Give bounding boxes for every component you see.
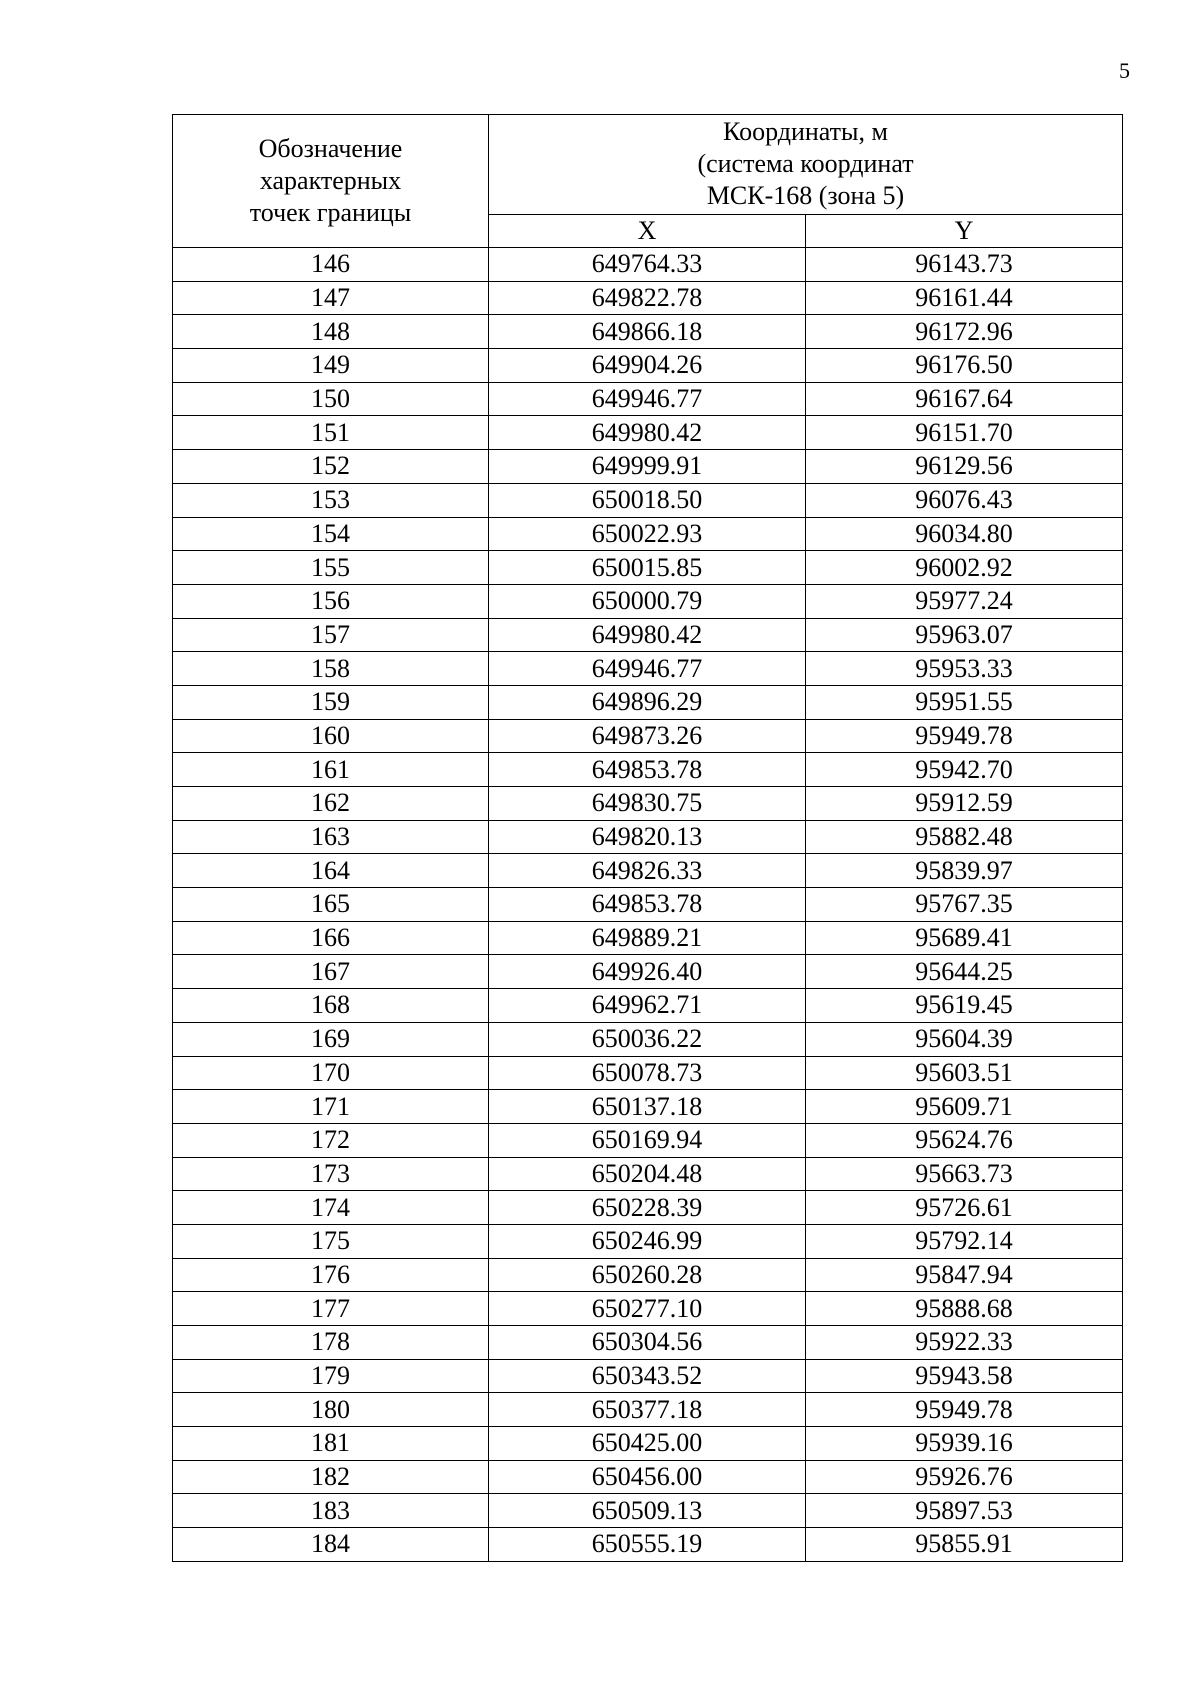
cell-x: 650137.18 <box>489 1090 806 1124</box>
table-row <box>173 753 1123 787</box>
table-header <box>173 115 1123 248</box>
table-row <box>173 517 1123 551</box>
cell-y: 95951.55 <box>806 685 1123 719</box>
cell-y: 95609.71 <box>806 1090 1123 1124</box>
cell-x: 650304.56 <box>489 1326 806 1360</box>
table-row <box>173 1494 1123 1528</box>
cell-y: 95604.39 <box>806 1022 1123 1056</box>
table-row <box>173 1460 1123 1494</box>
header-point-line-3: точек границы <box>249 198 412 227</box>
cell-x: 649999.91 <box>489 450 806 484</box>
cell-y: 95847.94 <box>806 1258 1123 1292</box>
header-point-line-2: характерных <box>259 166 402 195</box>
cell-y: 96161.44 <box>806 281 1123 315</box>
cell-x: 650277.10 <box>489 1292 806 1326</box>
cell-x: 649896.29 <box>489 685 806 719</box>
cell-x: 650228.39 <box>489 1191 806 1225</box>
cell-y: 95619.45 <box>806 989 1123 1023</box>
header-x: X <box>489 214 806 247</box>
table-row <box>173 450 1123 484</box>
table-row <box>173 1326 1123 1360</box>
cell-y: 96176.50 <box>806 349 1123 383</box>
cell-point: 155 <box>173 551 489 585</box>
table-row <box>173 416 1123 450</box>
cell-x: 649946.77 <box>489 652 806 686</box>
table-row <box>173 1157 1123 1191</box>
header-y: Y <box>806 214 1123 247</box>
table-row <box>173 1191 1123 1225</box>
cell-x: 650015.85 <box>489 551 806 585</box>
table-row <box>173 955 1123 989</box>
cell-y: 95949.78 <box>806 719 1123 753</box>
cell-y: 95603.51 <box>806 1056 1123 1090</box>
cell-x: 650246.99 <box>489 1224 806 1258</box>
header-point-line-1: Обозначение <box>258 134 403 163</box>
table-row <box>173 1224 1123 1258</box>
cell-y: 95912.59 <box>806 787 1123 821</box>
cell-x: 649866.18 <box>489 315 806 349</box>
cell-x: 650022.93 <box>489 517 806 551</box>
cell-x: 649926.40 <box>489 955 806 989</box>
table-row <box>173 584 1123 618</box>
table-row <box>173 854 1123 888</box>
cell-y: 95663.73 <box>806 1157 1123 1191</box>
table-row <box>173 551 1123 585</box>
cell-point: 152 <box>173 450 489 484</box>
cell-x: 649946.77 <box>489 382 806 416</box>
table-row <box>173 888 1123 922</box>
table-row <box>173 483 1123 517</box>
coordinates-table <box>172 114 1123 1562</box>
table-row <box>173 1427 1123 1461</box>
cell-point: 161 <box>173 753 489 787</box>
cell-x: 649980.42 <box>489 416 806 450</box>
cell-point: 153 <box>173 483 489 517</box>
table-row <box>173 685 1123 719</box>
table-row <box>173 989 1123 1023</box>
header-coordinates <box>489 115 1123 215</box>
cell-x: 650018.50 <box>489 483 806 517</box>
table-row <box>173 921 1123 955</box>
cell-x: 649820.13 <box>489 820 806 854</box>
cell-point: 147 <box>173 281 489 315</box>
cell-y: 95689.41 <box>806 921 1123 955</box>
cell-point: 174 <box>173 1191 489 1225</box>
cell-point: 162 <box>173 787 489 821</box>
cell-y: 96002.92 <box>806 551 1123 585</box>
cell-y: 95882.48 <box>806 820 1123 854</box>
header-coords-line-3: МСК-168 (зона 5) <box>706 181 905 211</box>
cell-point: 159 <box>173 685 489 719</box>
cell-point: 163 <box>173 820 489 854</box>
page-number: 5 <box>1119 58 1130 83</box>
cell-y: 95767.35 <box>806 888 1123 922</box>
cell-y: 95977.24 <box>806 584 1123 618</box>
cell-y: 96076.43 <box>806 483 1123 517</box>
cell-y: 96143.73 <box>806 248 1123 282</box>
cell-point: 165 <box>173 888 489 922</box>
cell-y: 95624.76 <box>806 1123 1123 1157</box>
cell-x: 649980.42 <box>489 618 806 652</box>
cell-y: 95939.16 <box>806 1427 1123 1461</box>
cell-point: 156 <box>173 584 489 618</box>
cell-x: 650509.13 <box>489 1494 806 1528</box>
table-row <box>173 248 1123 282</box>
cell-point: 146 <box>173 248 489 282</box>
table-row <box>173 618 1123 652</box>
cell-point: 178 <box>173 1326 489 1360</box>
cell-x: 649853.78 <box>489 753 806 787</box>
cell-point: 179 <box>173 1359 489 1393</box>
table-row <box>173 315 1123 349</box>
cell-point: 181 <box>173 1427 489 1461</box>
table-row <box>173 349 1123 383</box>
cell-x: 650000.79 <box>489 584 806 618</box>
cell-x: 649826.33 <box>489 854 806 888</box>
cell-y: 95926.76 <box>806 1460 1123 1494</box>
table-row <box>173 719 1123 753</box>
header-point-designation <box>173 115 489 248</box>
cell-point: 151 <box>173 416 489 450</box>
cell-y: 95922.33 <box>806 1326 1123 1360</box>
cell-point: 149 <box>173 349 489 383</box>
cell-y: 96034.80 <box>806 517 1123 551</box>
cell-point: 169 <box>173 1022 489 1056</box>
cell-x: 649764.33 <box>489 248 806 282</box>
cell-point: 158 <box>173 652 489 686</box>
cell-point: 148 <box>173 315 489 349</box>
table-row <box>173 1528 1123 1562</box>
cell-y: 95963.07 <box>806 618 1123 652</box>
cell-point: 157 <box>173 618 489 652</box>
cell-y: 95949.78 <box>806 1393 1123 1427</box>
cell-y: 95953.33 <box>806 652 1123 686</box>
table-row <box>173 382 1123 416</box>
cell-point: 176 <box>173 1258 489 1292</box>
cell-point: 172 <box>173 1123 489 1157</box>
table-body <box>173 248 1123 1562</box>
cell-x: 650425.00 <box>489 1427 806 1461</box>
cell-y: 95897.53 <box>806 1494 1123 1528</box>
cell-x: 649962.71 <box>489 989 806 1023</box>
cell-x: 650078.73 <box>489 1056 806 1090</box>
table-row <box>173 787 1123 821</box>
cell-point: 183 <box>173 1494 489 1528</box>
cell-y: 95726.61 <box>806 1191 1123 1225</box>
cell-x: 650204.48 <box>489 1157 806 1191</box>
cell-y: 95888.68 <box>806 1292 1123 1326</box>
table-row <box>173 1292 1123 1326</box>
cell-x: 649889.21 <box>489 921 806 955</box>
cell-point: 170 <box>173 1056 489 1090</box>
table-row <box>173 652 1123 686</box>
cell-y: 95792.14 <box>806 1224 1123 1258</box>
table-row <box>173 1258 1123 1292</box>
cell-y: 95839.97 <box>806 854 1123 888</box>
cell-point: 154 <box>173 517 489 551</box>
cell-point: 167 <box>173 955 489 989</box>
cell-y: 95943.58 <box>806 1359 1123 1393</box>
cell-point: 180 <box>173 1393 489 1427</box>
cell-point: 175 <box>173 1224 489 1258</box>
cell-x: 649822.78 <box>489 281 806 315</box>
cell-x: 649830.75 <box>489 787 806 821</box>
cell-point: 160 <box>173 719 489 753</box>
cell-y: 96167.64 <box>806 382 1123 416</box>
cell-y: 96172.96 <box>806 315 1123 349</box>
header-coords-line-1: Координаты, м <box>723 117 888 147</box>
cell-x: 649904.26 <box>489 349 806 383</box>
table-row <box>173 1022 1123 1056</box>
table-row <box>173 1393 1123 1427</box>
cell-y: 95942.70 <box>806 753 1123 787</box>
cell-x: 650169.94 <box>489 1123 806 1157</box>
cell-y: 96129.56 <box>806 450 1123 484</box>
cell-point: 182 <box>173 1460 489 1494</box>
cell-point: 168 <box>173 989 489 1023</box>
cell-point: 166 <box>173 921 489 955</box>
table-row <box>173 1123 1123 1157</box>
cell-point: 184 <box>173 1528 489 1562</box>
table-row <box>173 1056 1123 1090</box>
table-row <box>173 1090 1123 1124</box>
cell-y: 96151.70 <box>806 416 1123 450</box>
cell-x: 650456.00 <box>489 1460 806 1494</box>
table-row <box>173 1359 1123 1393</box>
cell-x: 650260.28 <box>489 1258 806 1292</box>
table-row <box>173 820 1123 854</box>
cell-point: 164 <box>173 854 489 888</box>
cell-point: 177 <box>173 1292 489 1326</box>
cell-point: 171 <box>173 1090 489 1124</box>
cell-x: 650377.18 <box>489 1393 806 1427</box>
cell-x: 649873.26 <box>489 719 806 753</box>
cell-x: 650343.52 <box>489 1359 806 1393</box>
cell-y: 95644.25 <box>806 955 1123 989</box>
cell-x: 650036.22 <box>489 1022 806 1056</box>
cell-y: 95855.91 <box>806 1528 1123 1562</box>
cell-point: 173 <box>173 1157 489 1191</box>
cell-x: 650555.19 <box>489 1528 806 1562</box>
cell-x: 649853.78 <box>489 888 806 922</box>
table-row <box>173 281 1123 315</box>
cell-point: 150 <box>173 382 489 416</box>
header-coords-line-2: (система координат <box>697 149 914 179</box>
